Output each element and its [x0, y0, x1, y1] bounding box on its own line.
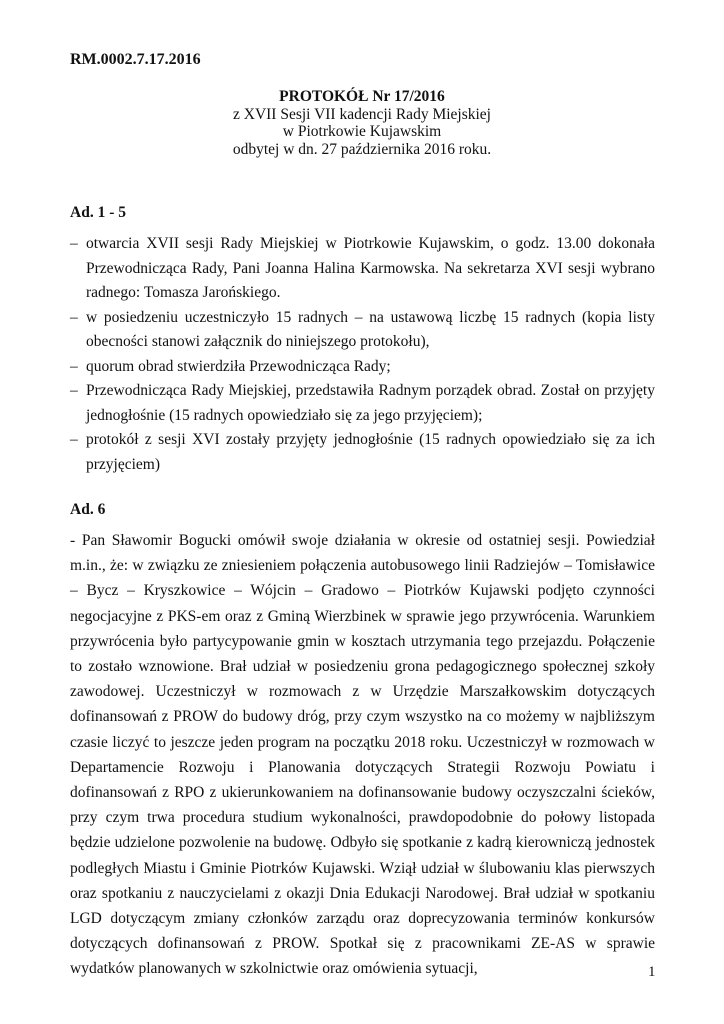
- section-heading-ad-1-5: Ad. 1 - 5: [70, 204, 126, 221]
- section-bullet-list: [70, 232, 655, 477]
- bullet-dash: –: [70, 382, 78, 399]
- protocol-subtitle-session: z XVII Sesji VII kadencji Rady Miejskiej: [233, 105, 491, 123]
- bullet-dash: –: [70, 431, 78, 448]
- bullet-item: [70, 379, 655, 428]
- protocol-subtitle-date: odbytej w dn. 27 października 2016 roku.: [232, 140, 492, 158]
- section-heading-ad-6: Ad. 6: [70, 501, 106, 518]
- bullet-dash: –: [70, 235, 78, 252]
- bullet-text: Przewodnicząca Rady Miejskiej, przedstawiła Radnym porządek obrad. Został on przyjęty jednogłośnie (15 radnych opowiedziało się za jego przyjęciem);: [86, 382, 655, 424]
- document-reference: RM.0002.7.17.2016: [70, 51, 201, 68]
- bullet-text: w posiedzeniu uczestniczyło 15 radnych – na ustawową liczbę 15 radnych (kopia listy obecności stanowi załącznik do niniejszego protokołu),: [86, 308, 655, 350]
- protocol-title-block: [0, 88, 724, 158]
- protocol-title: PROTOKÓŁ Nr 17/2016: [279, 88, 445, 105]
- bullet-text: protokół z sesji XVI zostały przyjęty jednogłośnie (15 radnych opowiedziało się za ich przyjęciem): [86, 431, 655, 473]
- bullet-text: otwarcia XVII sesji Rady Miejskiej w Piotrkowie Kujawskim, o godz. 13.00 dokonała Przewodnicząca Rady, Pani Joanna Halina Karmowska. Na sekretarza XVI sesji wybrano radnego: Tomasza Jarońskiego.: [86, 235, 655, 301]
- section-paragraph: - Pan Sławomir Bogucki omówił swoje działania w okresie od ostatniej sesji. Powiedział m.in., że: w związku ze zniesieniem połączenia autobusowego linii Radziejów – Tomisławice – Bycz – Kryszkowice – Wójcin – Gradowo – Piotrków Kujawski podjęto czynności negocjacyjne z PKS-em oraz z Gminą Wierzbinek w sprawie jego przywrócenia. Warunkiem przywrócenia było partycypowanie gmin w kosztach utrzymania tego przejazdu. Połączenie to zostało wznowione. Brał udział w posiedzeniu grona pedagogicznego społecznej szkoły zawodowej. Uczestniczył w rozmowach z w Urzędzie Marszałkowskim dotyczących dofinansowań z PROW do budowy dróg, przy czym wszystko na co możemy w najbliższym czasie liczyć to jeszcze jeden program na początku 2018 roku. Uczestniczył w rozmowach w Departamencie Rozwoju i Planowania dotyczących Strategii Rozwoju Powiatu i dofinansowań z RPO z ukierunkowaniem na dofinansowanie budowy oczyszczalni ścieków, przy czym trwa procedura studium wykonalności, prawdopodobnie do połowy listopada będzie udzielone pozwolenie na budowę. Odbyło się spotkanie z kadrą kierowniczą jednostek podległych Miastu i Gminie Piotrków Kujawski. Wziął udział w ślubowaniu klas pierwszych oraz spotkaniu z nauczycielami z okazji Dnia Edukacji Narodowej. Brał udział w spotkaniu LGD dotyczącym zmiany członków zarządu oraz doprecyzowania terminów konkursów dotyczących dofinansowań z PROW. Spotkał się z pracownikami ZE-AS w sprawie wydatków planowanych w szkolnictwie oraz omówienia sytuacji,: [70, 532, 655, 978]
- bullet-item: [70, 355, 655, 380]
- bullet-dash: –: [70, 308, 78, 326]
- bullet-item: [70, 232, 655, 306]
- bullet-text: quorum obrad stwierdziła Przewodnicząca Rady;: [86, 357, 391, 375]
- page-number: 1: [648, 964, 656, 980]
- bullet-item: [70, 306, 655, 355]
- bullet-dash: –: [70, 357, 78, 375]
- protocol-subtitle-place: w Piotrkowie Kujawskim: [282, 123, 442, 140]
- bullet-item: [70, 428, 655, 477]
